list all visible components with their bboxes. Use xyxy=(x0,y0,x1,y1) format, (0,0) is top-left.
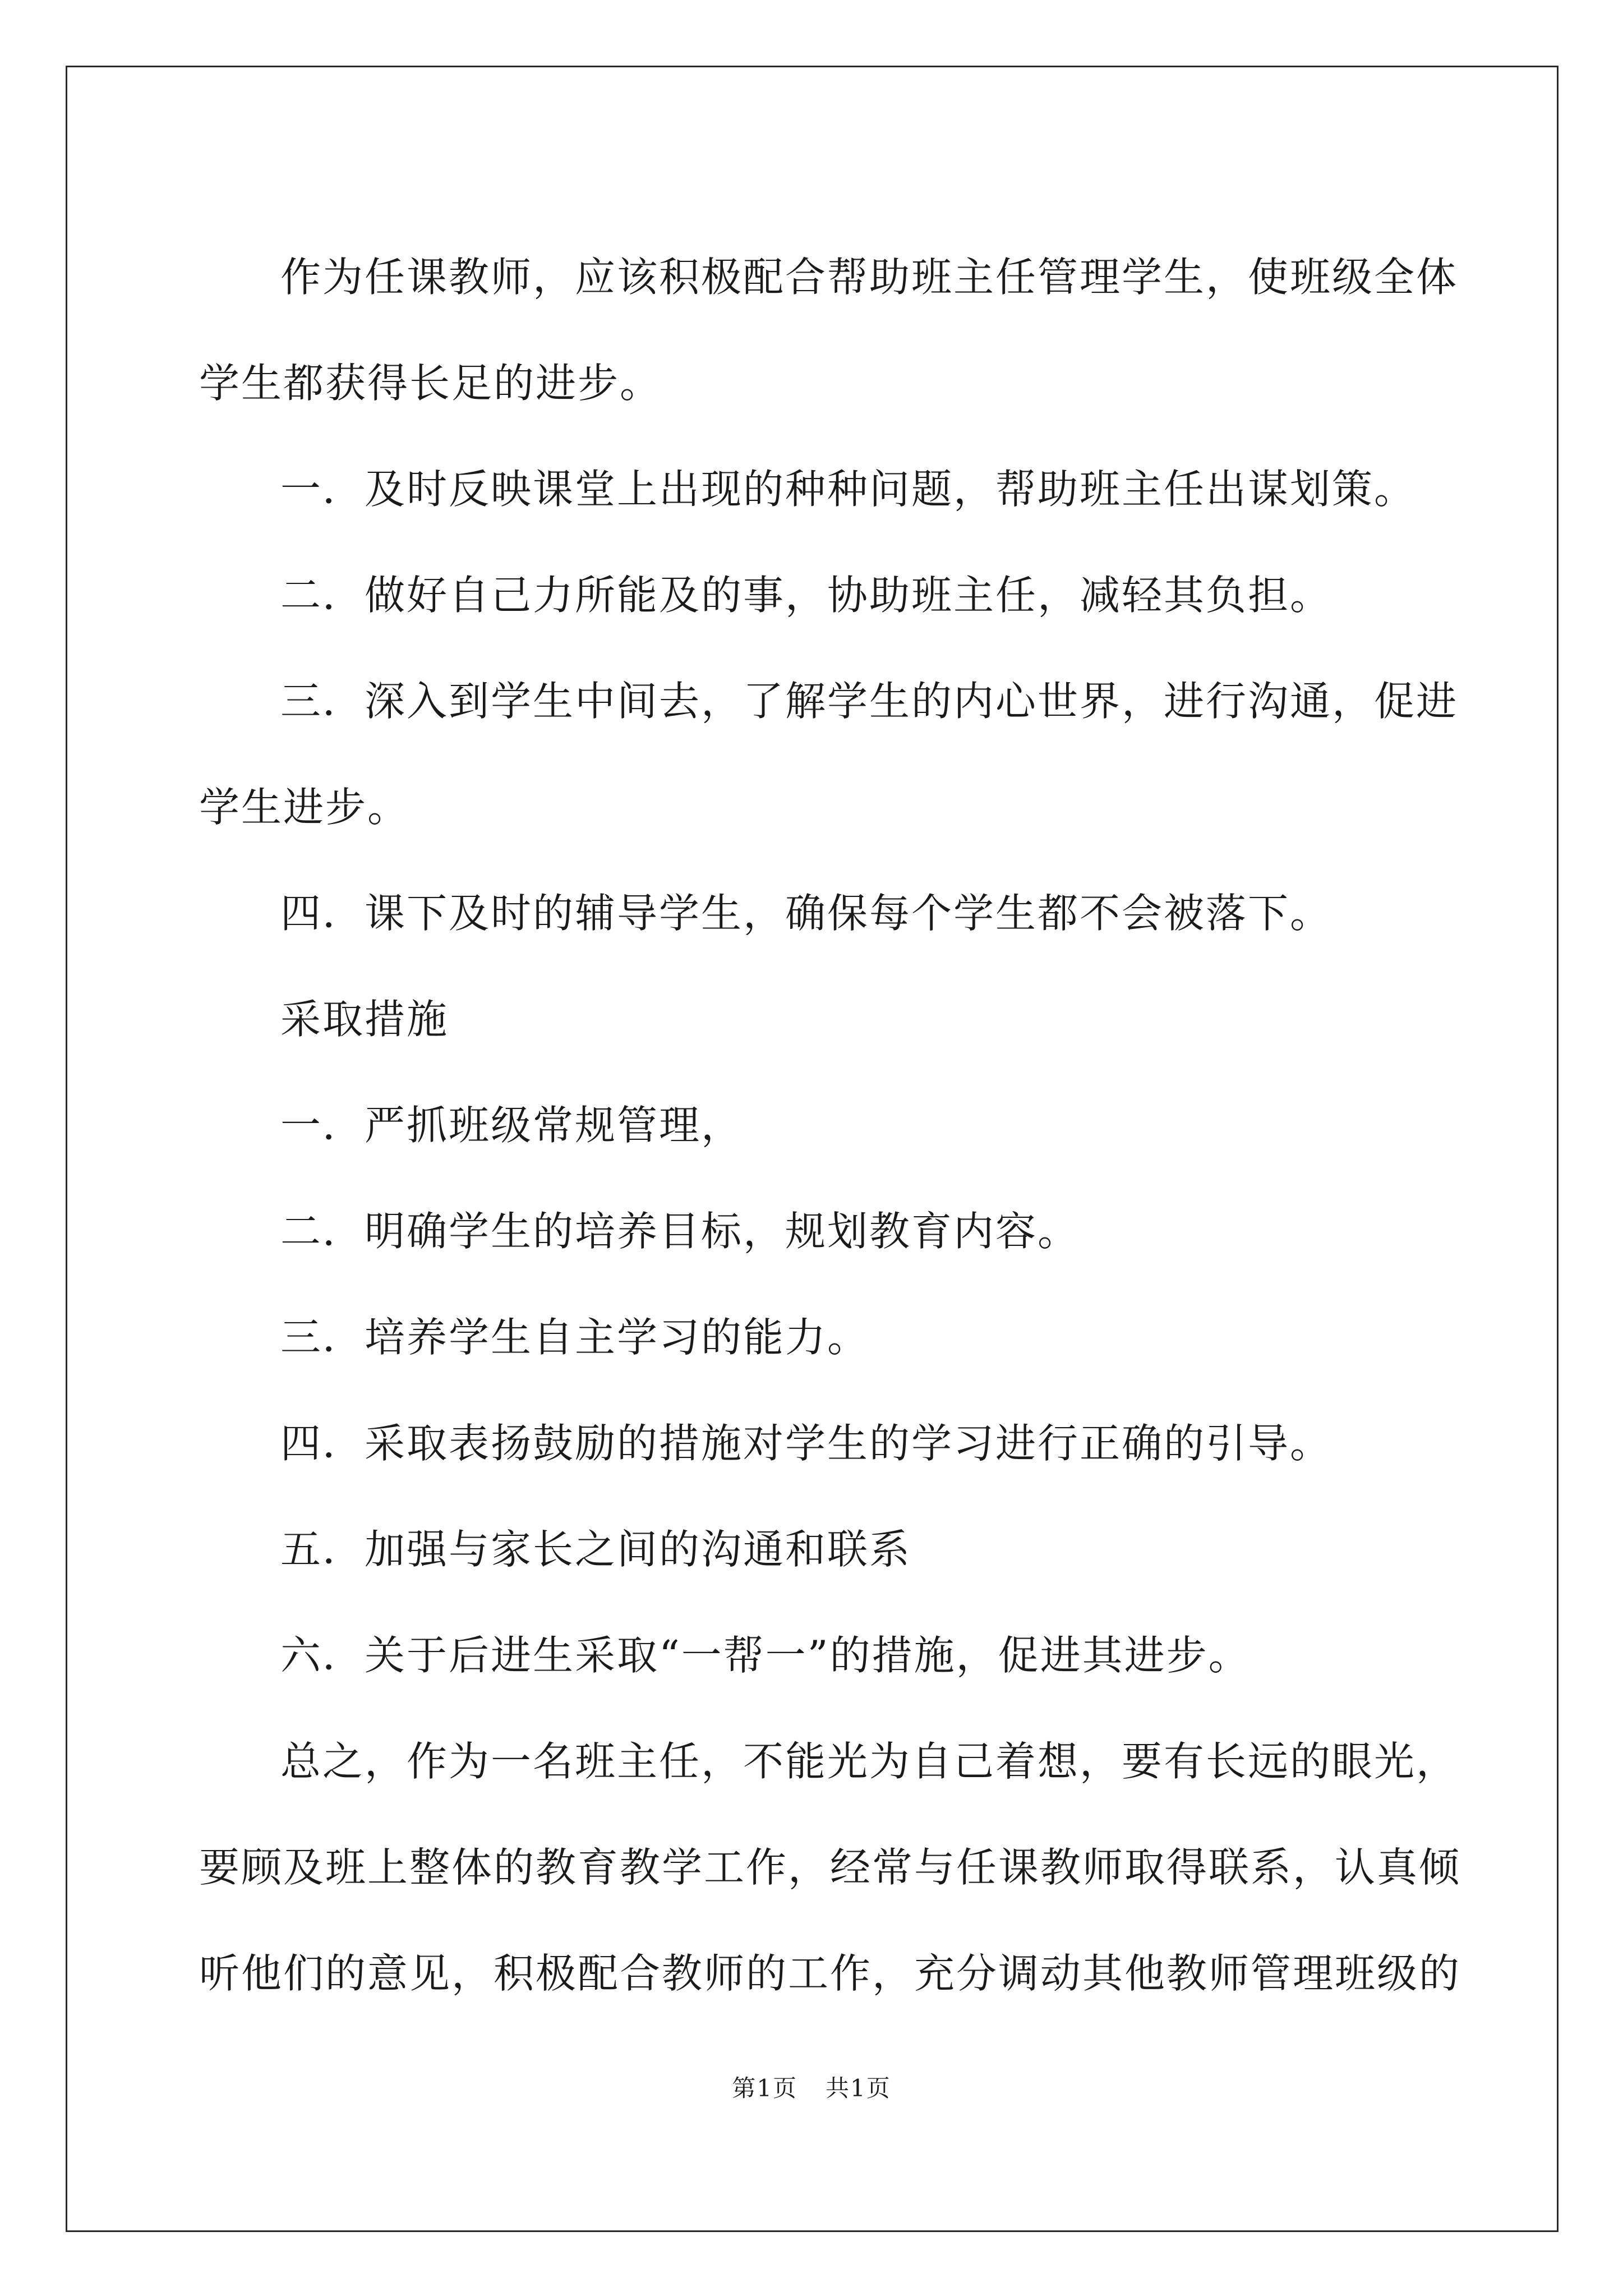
paragraph-line: 学生进步。 xyxy=(199,784,410,831)
paragraph-line: 要顾及班上整体的教育教学工作，经常与任课教师取得联系，认真倾 xyxy=(199,1844,1461,1891)
paragraph-line: 二．明确学生的培养目标，规划教育内容。 xyxy=(280,1208,1080,1255)
paragraph-line: 三．培养学生自主学习的能力。 xyxy=(280,1314,870,1361)
paragraph-line: 二．做好自己力所能及的事，协助班主任，减轻其负担。 xyxy=(280,572,1332,619)
document-body xyxy=(199,224,1461,2027)
section-heading: 采取措施 xyxy=(280,996,449,1043)
paragraph-line: 听他们的意见，积极配合教师的工作，充分调动其他教师管理班级的 xyxy=(199,1950,1461,1997)
paragraph-line: 作为任课教师，应该积极配合帮助班主任管理学生，使班级全体 xyxy=(280,254,1459,301)
paragraph-line: 五．加强与家长之间的沟通和联系 xyxy=(280,1526,912,1573)
page-number: 第1页 xyxy=(732,2074,797,2102)
paragraph-line: 一．严抓班级常规管理， xyxy=(280,1102,744,1149)
paragraph-line: 学生都获得长足的进步。 xyxy=(199,360,662,407)
page-footer xyxy=(0,2070,1623,2104)
paragraph-line: 六．关于后进生采取“一帮一”的措施，促进其进步。 xyxy=(280,1632,1251,1679)
paragraph-line: 三．深入到学生中间去，了解学生的内心世界，进行沟通，促进 xyxy=(280,678,1459,725)
paragraph-line: 一．及时反映课堂上出现的种种问题，帮助班主任出谋划策。 xyxy=(280,466,1417,513)
paragraph-line: 四．采取表扬鼓励的措施对学生的学习进行正确的引导。 xyxy=(280,1420,1332,1467)
paragraph-line: 四．课下及时的辅导学生，确保每个学生都不会被落下。 xyxy=(280,890,1332,937)
page-total: 共1页 xyxy=(826,2074,891,2102)
paragraph-line: 总之，作为一名班主任，不能光为自己着想，要有长远的眼光， xyxy=(280,1738,1459,1785)
